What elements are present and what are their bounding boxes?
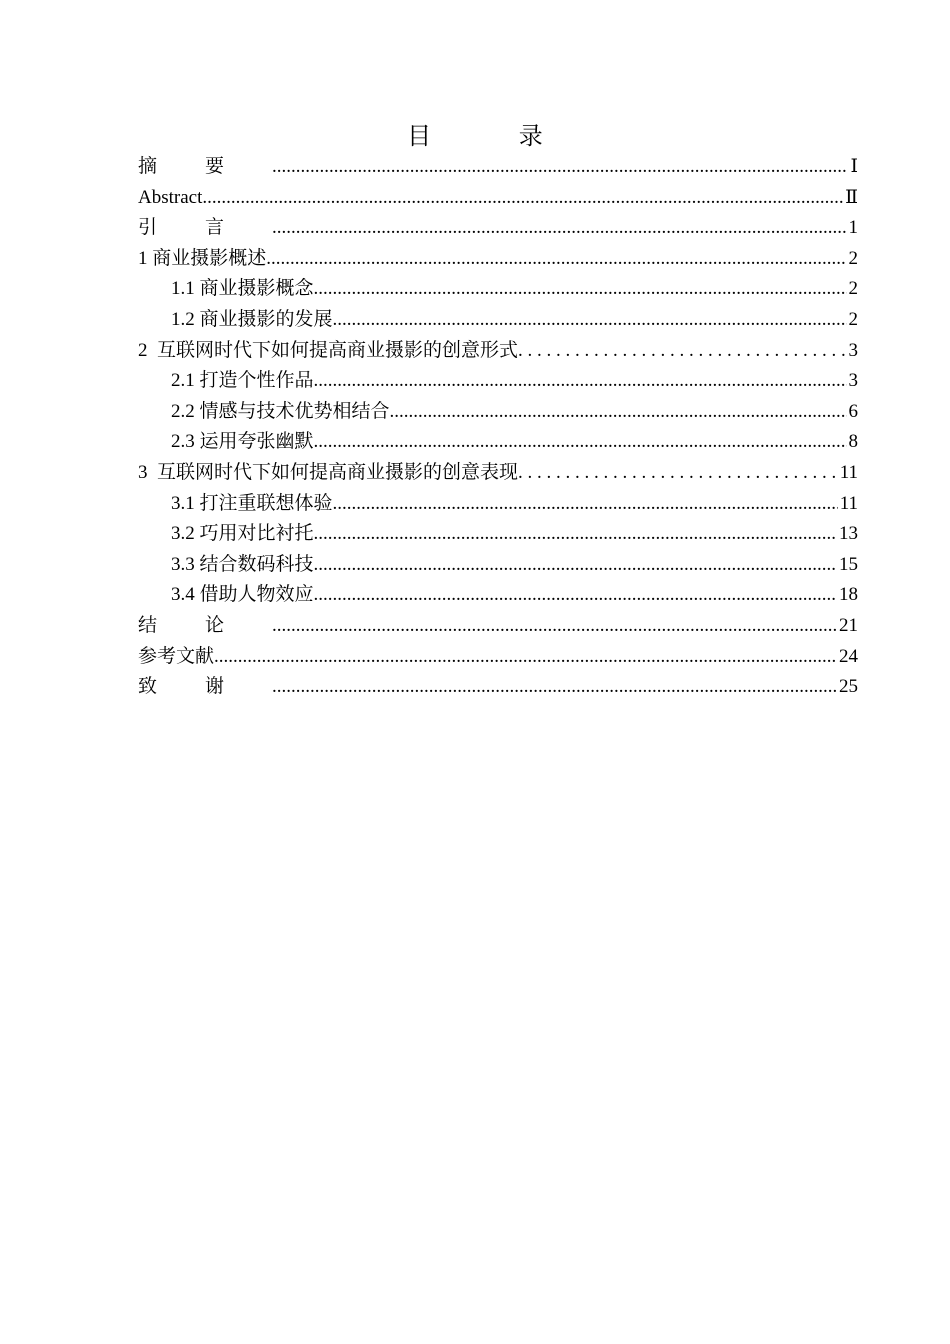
- toc-entry-label: 摘要: [138, 156, 273, 177]
- toc-entry[interactable]: [138, 489, 858, 520]
- toc-entry-label: 3.4 借助人物效应: [171, 584, 314, 606]
- toc-entry[interactable]: [138, 611, 858, 642]
- toc-entry-page: 3: [848, 370, 858, 392]
- toc-entry-label: 结论: [138, 614, 273, 636]
- toc-entry[interactable]: [138, 580, 858, 611]
- toc-entry-page: 24: [839, 645, 858, 667]
- toc-entry-page: 13: [839, 523, 858, 545]
- toc-title: 目 录: [407, 122, 583, 150]
- toc-entry-label: Abstract: [138, 186, 203, 208]
- toc-entry-page: 18: [839, 584, 858, 606]
- toc-entry-page: 8: [848, 431, 858, 453]
- toc-leader-dots: [314, 550, 837, 581]
- toc-leader-dots: [314, 580, 837, 611]
- toc-entry-label: 1 商业摄影概述: [138, 247, 267, 269]
- toc-entry[interactable]: [138, 397, 858, 428]
- toc-entry[interactable]: [138, 427, 858, 458]
- toc-entry[interactable]: [138, 213, 858, 244]
- toc-leader-dots: [314, 519, 837, 550]
- toc-leader-dots: [272, 611, 837, 642]
- toc-entry-label: 参考文献: [138, 645, 215, 667]
- toc-entry-label: 2 互联网时代下如何提高商业摄影的创意形式: [138, 339, 519, 361]
- toc-entry-page: Ⅰ: [850, 156, 858, 177]
- toc-entry-label: 2.2 情感与技术优势相结合: [171, 400, 390, 422]
- toc-entry[interactable]: [138, 366, 858, 397]
- toc-entry-page: Ⅱ: [845, 186, 858, 208]
- toc-leader-dots: [272, 213, 846, 244]
- toc-entry-label: 3 互联网时代下如何提高商业摄影的创意表现: [138, 461, 519, 483]
- toc-entry-label: 1.1 商业摄影概念: [171, 278, 314, 300]
- toc-entry-label: 3.2 巧用对比衬托: [171, 523, 314, 545]
- toc-entry-page: 15: [839, 553, 858, 575]
- toc-leader-dots: [214, 642, 837, 673]
- toc-entry-page: 6: [848, 400, 858, 422]
- toc-leader-dots: [314, 274, 847, 305]
- toc-entry-label: 3.3 结合数码科技: [171, 553, 314, 575]
- toc-leader-dots: [333, 489, 838, 520]
- toc-entry[interactable]: [138, 672, 858, 703]
- toc-leader-dots: [518, 458, 838, 489]
- toc-entry[interactable]: [138, 550, 858, 581]
- toc-leader-dots: [272, 152, 848, 183]
- toc-entry-page: 21: [839, 614, 858, 636]
- toc-leader-dots: [333, 305, 847, 336]
- toc-entry-label: 1.2 商业摄影的发展: [171, 308, 333, 330]
- toc-entry-label: 3.1 打注重联想体验: [171, 492, 333, 514]
- toc-entry[interactable]: [138, 642, 858, 673]
- toc-entry-label: 引言: [138, 217, 273, 239]
- toc-entry[interactable]: [138, 274, 858, 305]
- toc-leader-dots: [202, 183, 843, 214]
- toc-leader-dots: [314, 427, 847, 458]
- toc-entry-page: 1: [848, 217, 858, 239]
- toc-entry[interactable]: [138, 244, 858, 275]
- toc-entry-page: 3: [848, 339, 858, 361]
- toc-entry-page: 2: [848, 247, 858, 269]
- toc-entry-page: 2: [848, 278, 858, 300]
- toc-entry[interactable]: [138, 336, 858, 367]
- toc-list: [138, 152, 858, 703]
- toc-entry[interactable]: [138, 305, 858, 336]
- toc-leader-dots: [272, 672, 837, 703]
- toc-entry-label: 2.1 打造个性作品: [171, 370, 314, 392]
- toc-entry[interactable]: [138, 152, 858, 183]
- toc-entry-page: 25: [839, 676, 858, 698]
- toc-entry[interactable]: [138, 519, 858, 550]
- toc-leader-dots: [390, 397, 847, 428]
- toc-entry-label: 2.3 运用夸张幽默: [171, 431, 314, 453]
- toc-entry-page: 11: [839, 461, 858, 483]
- toc-leader-dots: [314, 366, 847, 397]
- toc-entry-label: 致谢: [138, 676, 273, 698]
- toc-entry-page: 2: [848, 308, 858, 330]
- toc-entry-page: 11: [839, 492, 858, 514]
- toc-entry[interactable]: [138, 458, 858, 489]
- toc-leader-dots: [266, 244, 846, 275]
- toc-leader-dots: [518, 336, 846, 367]
- toc-entry[interactable]: [138, 183, 858, 214]
